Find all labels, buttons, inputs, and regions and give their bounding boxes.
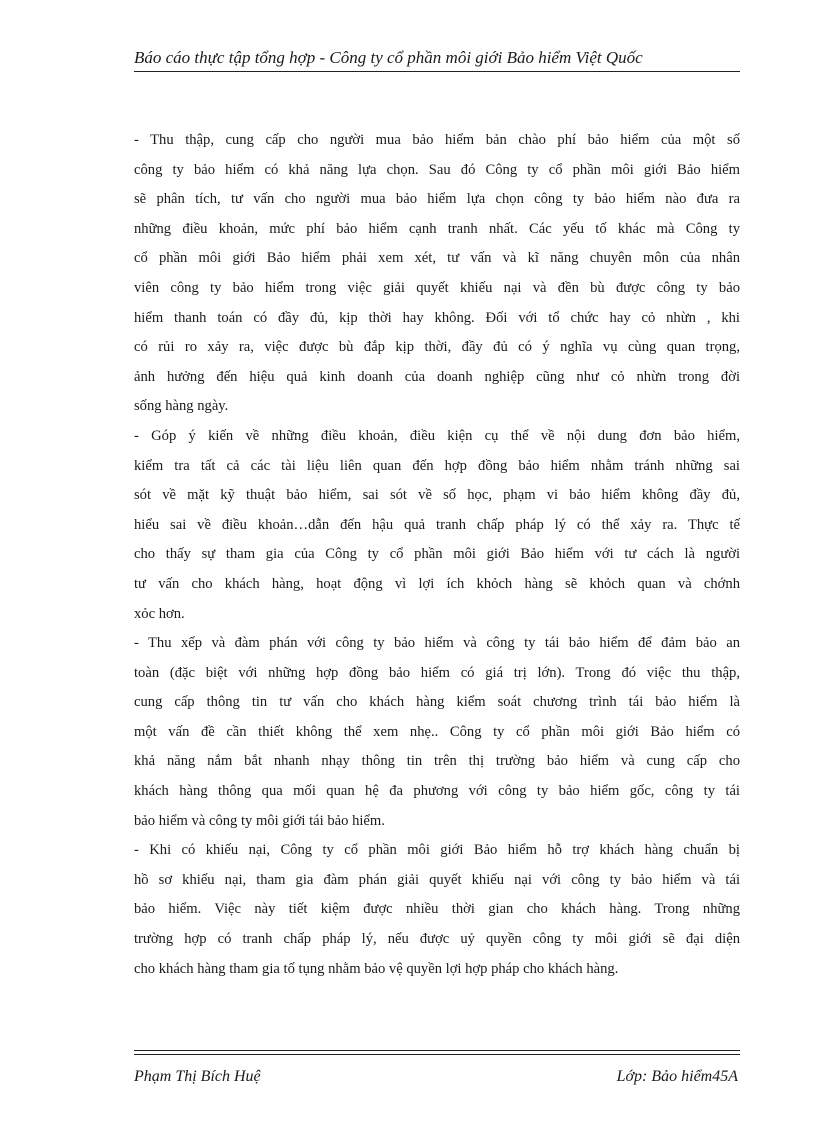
text-line: hiểm thanh toán có đầy đủ, kịp thời hay không. Đối với tổ chức hay cỏ nhừn , khi [134, 309, 740, 326]
text-line: một vấn đề cần thiết không thể xem nhẹ.. Công ty cổ phần môi giới Bảo hiểm có [134, 723, 740, 740]
footer-rule [134, 1054, 740, 1055]
text-line: sẽ phân tích, tư vấn cho người mua bảo hiểm lựa chọn công ty bảo hiểm nào đưa ra [134, 191, 740, 208]
text-line: cho thấy sự tham gia của Công ty cổ phần môi giới Bảo hiểm với tư cách là người [134, 546, 740, 563]
text-line: trường hợp có tranh chấp pháp lý, nếu được uỷ quyền công ty môi giới sẽ đại diện [134, 931, 740, 948]
text-line: sót về mặt kỹ thuật bảo hiểm, sai sót về số học, phạm vi bảo hiểm không đầy đủ, [134, 487, 740, 504]
text-line: hồ sơ khiếu nại, tham gia đàm phán giải quyết khiếu nại với công ty bảo hiểm và tái [134, 871, 740, 888]
footer-rule [134, 1050, 740, 1051]
body-text [134, 126, 740, 984]
text-line: - Thu xếp và đàm phán với công ty bảo hiểm và công ty tái bảo hiểm để đảm bảo an [134, 635, 740, 652]
text-line: có rủi ro xảy ra, việc được bù đắp kịp thời, đầy đủ có ý nghĩa vụ cùng quan trọng, [134, 339, 740, 356]
text-line: bảo hiểm. Việc này tiết kiệm được nhiều thời gian cho khách hàng. Trong những [134, 901, 740, 918]
text-line: khả năng nắm bắt nhanh nhạy thông tin trên thị trường bảo hiểm và cung cấp cho [134, 753, 740, 770]
text-line: công ty bảo hiểm có khả năng lựa chọn. Sau đó Công ty cổ phần môi giới Bảo hiểm [134, 161, 740, 178]
text-line: xỏc hơn. [134, 605, 185, 622]
page-header-title: Báo cáo thực tập tổng hợp - Công ty cổ phần môi giới Bảo hiểm Việt Quốc [134, 48, 643, 67]
footer-class: Lớp: Bảo hiểm45A [616, 1068, 738, 1085]
text-line: toàn (đặc biệt với những hợp đồng bảo hiểm có giá trị lớn). Trong đó việc thu thập, [134, 664, 740, 681]
text-line: khách hàng thông qua mối quan hệ đa phương với công ty bảo hiểm gốc, công ty tái [134, 783, 740, 800]
text-line: viên công ty bảo hiểm trong việc giải quyết khiếu nại và đền bù được công ty bảo [134, 279, 740, 296]
text-line: sống hàng ngày. [134, 398, 229, 415]
text-line: cho khách hàng tham gia tố tụng nhằm bảo vệ quyền lợi hợp pháp cho khách hàng. [134, 960, 619, 977]
text-line: tư vấn cho khách hàng, hoạt động vì lợi ích khỏch hàng sẽ khỏch quan và chớnh [134, 575, 740, 592]
text-line: hiểu sai về điều khoản…dẫn đến hậu quả tranh chấp pháp lý có thể xảy ra. Thực tế [134, 516, 740, 533]
text-line: - Góp ý kiến về những điều khoản, điều kiện cụ thể về nội dung đơn bảo hiểm, [134, 427, 740, 444]
text-line: kiểm tra tất cả các tài liệu liên quan đến hợp đồng bảo hiểm nhằm tránh những sai [134, 457, 740, 474]
text-line: cổ phần môi giới Bảo hiểm phải xem xét, tư vấn và kĩ năng chuyên môn của nhân [134, 250, 740, 267]
text-line: - Khi có khiếu nại, Công ty cổ phần môi giới Bảo hiểm hỗ trợ khách hàng chuẩn bị [134, 842, 740, 859]
footer-author: Phạm Thị Bích Huệ [134, 1068, 261, 1085]
header-rule [134, 71, 740, 72]
text-line: bảo hiểm và công ty môi giới tái bảo hiểm. [134, 812, 385, 829]
text-line: ảnh hưởng đến hiệu quả kinh doanh của doanh nghiệp cũng như cỏ nhừn trong đời [134, 368, 740, 385]
text-line: - Thu thập, cung cấp cho người mua bảo hiểm bản chào phí bảo hiểm của một số [134, 132, 740, 148]
text-line: cung cấp thông tin tư vấn cho khách hàng kiểm soát chương trình tái bảo hiểm là [134, 694, 740, 711]
text-line: những điều khoản, mức phí bảo hiểm cạnh tranh nhất. Các yếu tố khác mà Công ty [134, 220, 740, 237]
